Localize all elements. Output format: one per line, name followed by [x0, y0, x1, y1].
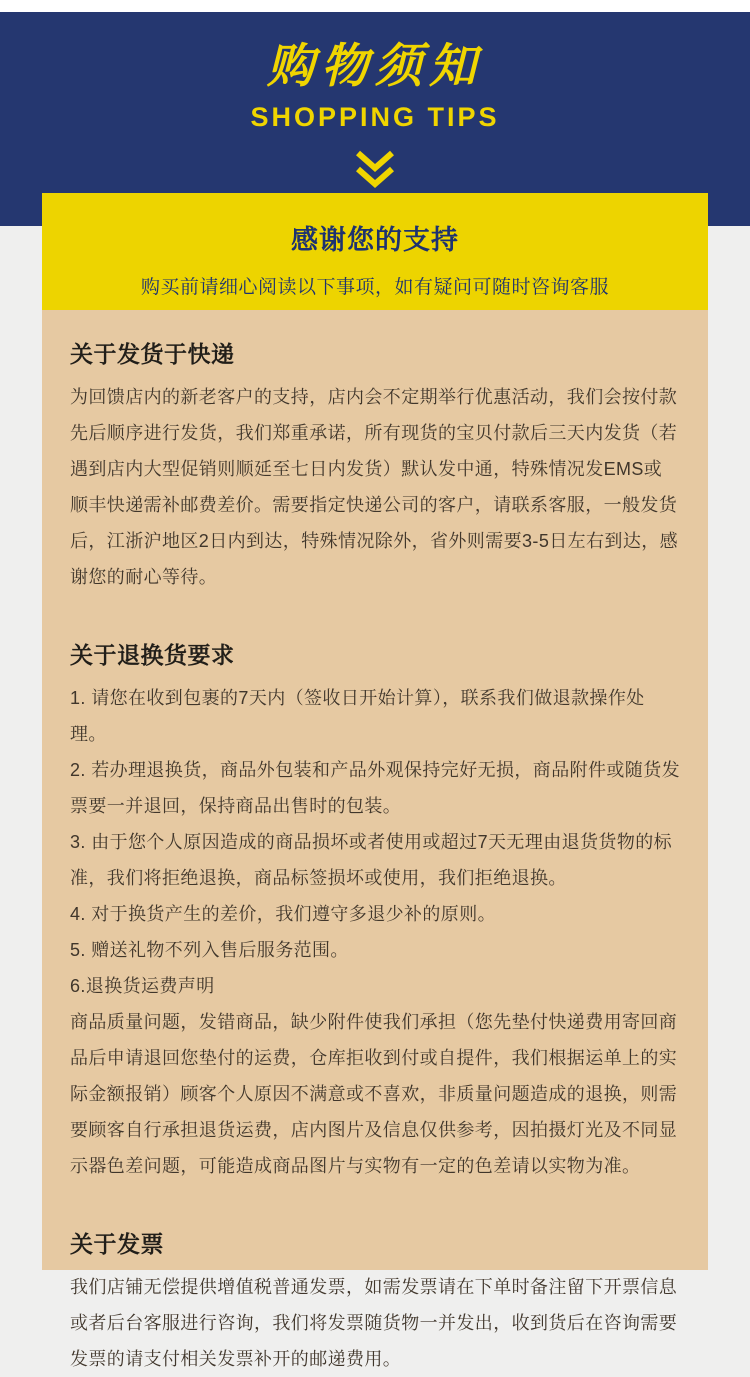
section-heading: 关于退换货要求 [70, 642, 235, 668]
section-heading: 关于发货于快递 [70, 341, 235, 367]
section-paragraph: 我们店铺无偿提供增值税普通发票，如需发票请在下单时备注留下开票信息或者后台客服进行咨询，我们将发票随货物一并发出，收到货后在咨询需要发票的请支付相关发票补开的邮递费用。 [70, 1277, 678, 1369]
top-white-strip [0, 0, 750, 12]
section-paragraph: 1. 请您在收到包裹的7天内（签收日开始计算），联系我们做退款操作处理。 [70, 688, 645, 744]
section-heading: 关于发票 [70, 1231, 164, 1257]
section-shipping [70, 336, 680, 595]
section-paragraph: 3. 由于您个人原因造成的商品损坏或者使用或超过7天无理由退货货物的标准，我们将拒绝退换，商品标签损坏或使用，我们拒绝退换。 [70, 832, 673, 888]
double-chevron-down-icon [0, 149, 750, 193]
banner-subtitle: 购买前请细心阅读以下事项，如有疑问可随时咨询客服 [140, 277, 609, 298]
page-title: 购物须知 [267, 39, 483, 92]
section-paragraph: 4. 对于换货产生的差价，我们遵守多退少补的原则。 [70, 904, 497, 924]
section-invoice [70, 1226, 680, 1377]
section-returns [70, 637, 680, 1184]
page-subtitle: SHOPPING TIPS [250, 101, 500, 132]
notice-panel [42, 310, 708, 1369]
section-paragraph: 为回馈店内的新老客户的支持，店内会不定期举行优惠活动，我们会按付款先后顺序进行发货，我们郑重承诺，所有现货的宝贝付款后三天内发货（若遇到店内大型促销则顺延至七日内发货）默认发中通，特殊情况发EMS或顺丰快递需补邮费差价。需要指定快递公司的客户，请联系客服，一般发货后，江浙沪地区2日内到达，特殊情况除外，省外则需要3-5日左右到达，感谢您的耐心等待。 [70, 387, 679, 587]
banner-title: 感谢您的支持 [291, 225, 459, 255]
section-paragraph: 2. 若办理退换货，商品外包装和产品外观保持完好无损，商品附件或随货发票要一并退回，保持商品出售时的包装。 [70, 760, 681, 816]
section-paragraph: 商品质量问题，发错商品，缺少附件使我们承担（您先垫付快递费用寄回商品后申请退回您垫付的运费，仓库拒收到付或自提件，我们根据运单上的实际金额报销）顾客个人原因不满意或不喜欢，非质量问题造成的退换，则需要顾客自行承担退货运费，店内图片及信息仅供参考，因拍摄灯光及不同显示器色差问题，可能造成商品图片与实物有一定的色差请以实物为准。 [70, 1012, 678, 1176]
section-paragraph: 6.退换货运费声明 [70, 976, 215, 996]
thanks-banner [42, 193, 708, 310]
section-paragraph: 5. 赠送礼物不列入售后服务范围。 [70, 940, 349, 960]
